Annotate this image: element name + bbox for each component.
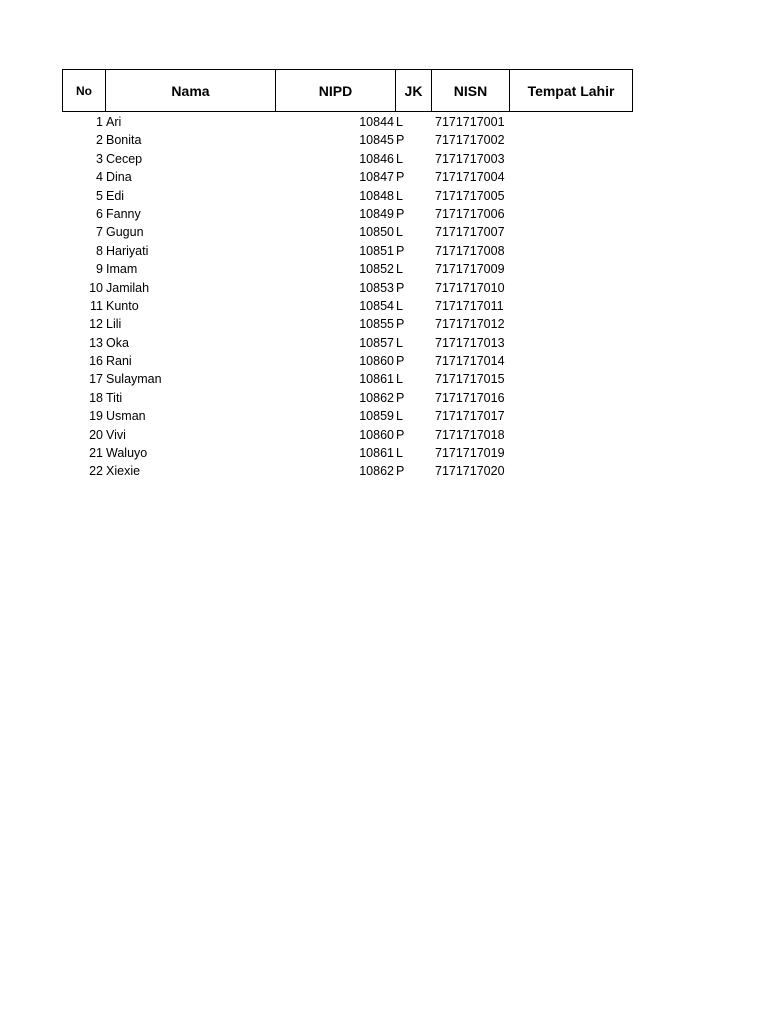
cell-nipd: 10847	[359, 170, 394, 185]
cell-nisn: 7171717001	[435, 115, 505, 129]
cell-jk: L	[396, 225, 403, 240]
cell-tempat-lahir	[509, 279, 633, 297]
header-tempat-lahir: Tempat Lahir	[509, 70, 633, 111]
table-row	[62, 462, 633, 480]
cell-tempat-lahir	[509, 113, 633, 131]
cell-nisn: 7171717012	[435, 317, 505, 332]
table-row	[62, 131, 633, 149]
cell-no: 9	[96, 262, 103, 277]
cell-no: 12	[89, 317, 103, 332]
cell-jk: P	[396, 317, 405, 332]
cell-no: 3	[96, 151, 103, 166]
cell-nipd: 10857	[359, 335, 394, 350]
cell-no: 16	[89, 354, 103, 369]
cell-jk: P	[396, 243, 405, 258]
cell-no: 22	[89, 464, 103, 479]
table-header	[62, 69, 633, 112]
table-row	[62, 407, 633, 425]
cell-nipd: 10849	[359, 206, 394, 221]
cell-jk: L	[396, 372, 403, 387]
cell-nama: Titi	[106, 390, 123, 405]
cell-nama: Cecep	[106, 151, 143, 166]
cell-tempat-lahir	[509, 131, 633, 149]
cell-nipd: 10862	[359, 464, 394, 479]
cell-nipd: 10860	[359, 354, 394, 369]
cell-nipd: 10851	[359, 243, 394, 258]
table-row	[62, 187, 633, 205]
cell-nisn: 7171717006	[435, 206, 505, 221]
cell-no: 21	[89, 446, 103, 461]
cell-jk: L	[396, 335, 403, 350]
table-row	[62, 150, 633, 168]
cell-nipd: 10844	[359, 115, 394, 129]
cell-nama: Ari	[106, 115, 122, 129]
cell-jk: P	[396, 390, 405, 405]
header-nipd: NIPD	[275, 70, 395, 111]
cell-no: 10	[89, 280, 103, 295]
cell-nipd: 10861	[359, 446, 394, 461]
cell-nama: Hariyati	[106, 243, 149, 258]
table-row	[62, 279, 633, 297]
cell-jk: P	[396, 206, 405, 221]
cell-jk: L	[396, 446, 403, 461]
cell-jk: P	[396, 427, 405, 442]
cell-nipd: 10853	[359, 280, 394, 295]
cell-no: 6	[96, 206, 103, 221]
cell-tempat-lahir	[509, 426, 633, 444]
cell-nipd: 10860	[359, 427, 394, 442]
cell-no: 2	[96, 133, 103, 148]
cell-nisn: 7171717020	[435, 464, 505, 479]
cell-tempat-lahir	[509, 315, 633, 333]
student-table	[62, 69, 633, 481]
table-row	[62, 444, 633, 462]
cell-no: 19	[89, 409, 103, 424]
cell-nipd: 10862	[359, 390, 394, 405]
cell-no: 11	[90, 298, 103, 313]
cell-nama: Gugun	[106, 225, 144, 240]
cell-nisn: 7171717002	[435, 133, 505, 148]
cell-nipd: 10845	[359, 133, 394, 148]
cell-tempat-lahir	[509, 187, 633, 205]
cell-nipd: 10861	[359, 372, 394, 387]
cell-nama: Rani	[106, 354, 132, 369]
cell-nisn: 7171717014	[435, 354, 505, 369]
cell-nama: Usman	[106, 409, 146, 424]
cell-nisn: 7171717011	[435, 298, 504, 313]
cell-nama: Jamilah	[106, 280, 150, 295]
cell-nisn: 7171717019	[435, 446, 505, 461]
table-row	[62, 426, 633, 444]
cell-tempat-lahir	[509, 260, 633, 278]
cell-no: 18	[89, 390, 103, 405]
cell-nisn: 7171717004	[435, 170, 505, 185]
cell-jk: L	[396, 151, 403, 166]
cell-nipd: 10855	[359, 317, 394, 332]
cell-nama: Lili	[106, 317, 122, 332]
cell-nipd: 10848	[359, 188, 394, 203]
cell-jk: P	[396, 133, 405, 148]
cell-nama: Sulayman	[106, 372, 162, 387]
cell-nisn: 7171717005	[435, 188, 505, 203]
cell-nisn: 7171717007	[435, 225, 505, 240]
cell-no: 7	[96, 225, 103, 240]
cell-tempat-lahir	[509, 352, 633, 370]
cell-nisn: 7171717015	[435, 372, 505, 387]
cell-nama: Waluyo	[106, 446, 148, 461]
cell-jk: P	[396, 170, 405, 185]
table-row	[62, 113, 633, 131]
table-row	[62, 389, 633, 407]
table-row	[62, 168, 633, 186]
cell-tempat-lahir	[509, 168, 633, 186]
cell-nisn: 7171717018	[435, 427, 505, 442]
header-no: No	[62, 70, 105, 111]
cell-tempat-lahir	[509, 223, 633, 241]
cell-tempat-lahir	[509, 444, 633, 462]
cell-nama: Kunto	[106, 298, 139, 313]
cell-tempat-lahir	[509, 370, 633, 388]
cell-nama: Oka	[106, 335, 129, 350]
cell-no: 5	[96, 188, 103, 203]
cell-tempat-lahir	[509, 334, 633, 352]
cell-nisn: 7171717013	[435, 335, 505, 350]
cell-nipd: 10850	[359, 225, 394, 240]
table-row	[62, 315, 633, 333]
cell-tempat-lahir	[509, 205, 633, 223]
cell-nama: Fanny	[106, 206, 141, 221]
cell-nipd: 10852	[359, 262, 394, 277]
cell-nisn: 7171717016	[435, 390, 505, 405]
cell-nisn: 7171717008	[435, 243, 505, 258]
cell-tempat-lahir	[509, 150, 633, 168]
cell-nisn: 7171717017	[435, 409, 505, 424]
cell-nipd: 10854	[359, 298, 394, 313]
table-body	[62, 113, 633, 481]
cell-tempat-lahir	[509, 389, 633, 407]
table-row	[62, 242, 633, 260]
cell-jk: L	[396, 188, 403, 203]
table-row	[62, 334, 633, 352]
table-row	[62, 352, 633, 370]
cell-jk: L	[396, 298, 403, 313]
header-nisn: NISN	[431, 70, 509, 111]
cell-no: 1	[96, 115, 103, 129]
table-row	[62, 297, 633, 315]
table-row	[62, 260, 633, 278]
cell-jk: P	[396, 464, 405, 479]
table-row	[62, 205, 633, 223]
cell-nisn: 7171717003	[435, 151, 505, 166]
cell-no: 13	[89, 335, 103, 350]
cell-nisn: 7171717010	[435, 280, 505, 295]
cell-no: 20	[89, 427, 103, 442]
cell-nipd: 10846	[359, 151, 394, 166]
cell-nipd: 10859	[359, 409, 394, 424]
cell-nama: Bonita	[106, 133, 142, 148]
cell-no: 8	[96, 243, 103, 258]
cell-jk: L	[396, 115, 403, 129]
cell-nisn: 7171717009	[435, 262, 505, 277]
cell-jk: P	[396, 280, 405, 295]
cell-tempat-lahir	[509, 242, 633, 260]
table-row	[62, 223, 633, 241]
cell-tempat-lahir	[509, 462, 633, 480]
header-nama: Nama	[105, 70, 275, 111]
cell-tempat-lahir	[509, 407, 633, 425]
cell-nama: Vivi	[106, 427, 126, 442]
cell-jk: L	[396, 409, 403, 424]
cell-jk: P	[396, 354, 405, 369]
cell-tempat-lahir	[509, 297, 633, 315]
cell-no: 4	[96, 170, 103, 185]
cell-jk: L	[396, 262, 403, 277]
cell-nama: Imam	[106, 262, 138, 277]
cell-nama: Dina	[106, 170, 132, 185]
cell-no: 17	[89, 372, 103, 387]
header-jk: JK	[395, 70, 431, 111]
cell-nama: Xiexie	[106, 464, 141, 479]
table-row	[62, 370, 633, 388]
cell-nama: Edi	[106, 188, 125, 203]
